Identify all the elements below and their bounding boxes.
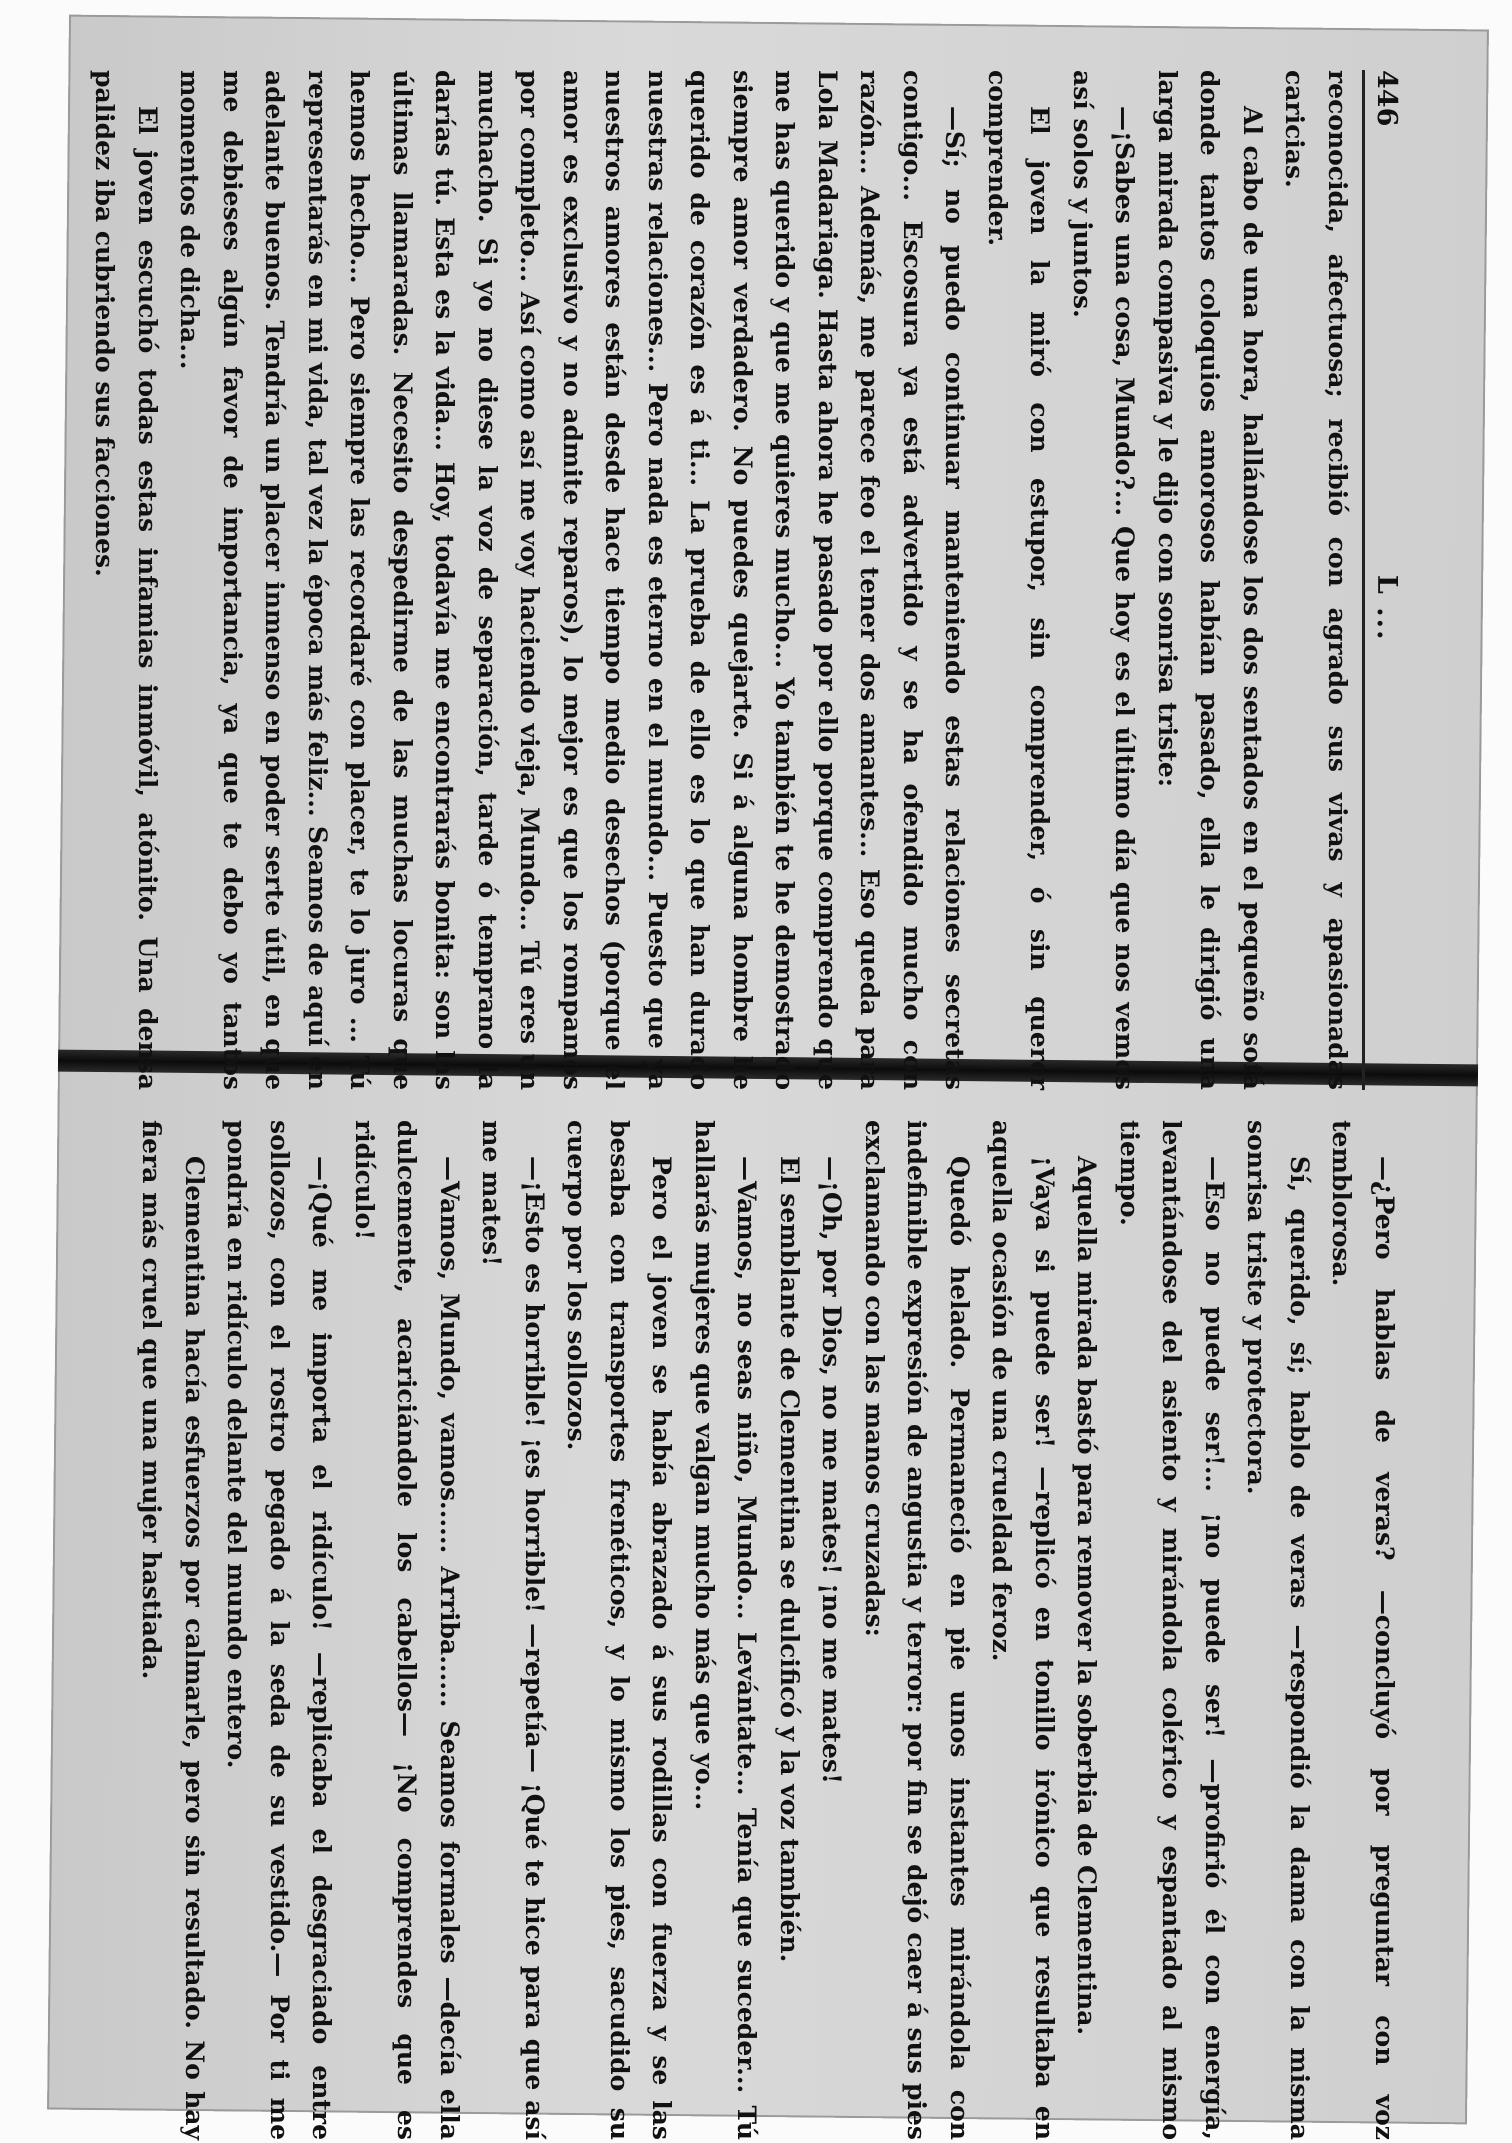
paragraph: Clementina hacía esfuerzos por calmarle, pero sin resultado. No hay fiera más cruel que una mujer hastiada. (137, 1120, 209, 2140)
paragraph: —Eso no puede ser!... ¡no puede ser! —profirió él con energía, levantándose del asiento y mirándola colérico y espantado al mismo tiempo. (1115, 1120, 1229, 2140)
paragraph: El semblante de Clementina se dulcificó y la voz también. (775, 1156, 804, 1963)
paragraph: ¡Vaya si puede ser! —replicó en tonillo irónico que resultaba en aquella ocasión de una crueldad feroz. (987, 1120, 1059, 2140)
paragraph: —¡Qué me importa el ridículo! —replicaba el desgraciado entre sollozos, con el rostro pegado á la seda de su vestido.— Por ti me pondría en ridículo delante del mundo entero. (222, 1120, 337, 2140)
paragraph: Al cabo de una hora, hallándose los dos sentados en el pequeño sofá donde tantos coloquios amorosos habían pasado, ella le dirigió una larga mirada compasiva y le dijo con sonrisa triste: (1153, 70, 1267, 1090)
paragraph: Sí, querido, sí; hablo de veras —respondió la dama con la misma sonrisa triste y protectora. (1242, 1120, 1314, 2140)
page-number: 446 (1371, 70, 1403, 127)
paragraph: —¡Esto es horrible! ¡es horrible! —repetía— ¡Qué te hice para que así me mates! (477, 1120, 549, 2140)
paragraph: —¡Oh, por Dios, no me mates! ¡no me mates! (817, 1156, 847, 1784)
paragraph: Quedó helado. Permaneció en pie unos instantes mirándola con indefinible expresión de angustia y terror: por fin se dejó caer á sus pies exclamando con las manos cruzadas: (860, 1120, 974, 2140)
paragraph: —Vamos, Mundo, vamos...... Arriba...... Seamos formales —decía ella dulcemente, acariciándole los cabellos— ¡No comprendes que es ridículo! (350, 1120, 464, 2140)
paragraph: Aquella mirada bastó para remover la soberbia de Clementina. (1072, 1156, 1102, 2036)
paragraph: —Sí; no puedo continuar manteniendo estas relaciones secretas contigo... Escosura ya está advertido y se ha ofendido mucho con razón... Además, me parece feo el tener dos amantes... Eso queda para Lola Madariaga. Hasta ahora he pasado por ello porque comprendo que me has querido y que me quieres mucho... Yo también te he demostrado siempre amor verdadero. No puedes quejarte. Si á alguna hombre he querido de corazón es á ti... La prueba de ello es lo que han durado nuestras relaciones... Pero nada es eterno en el mundo... Puesto que ya nuestros amores están desde hace tiempo medio desechos (porque el amor es exclusivo y no admite reparos), lo mejor es que los rompamos por completo... Así como así me voy haciendo vieja, Mundo... Tú eres un muchacho. Si yo no diese la voz de separación, tarde ó temprano la darías tú. Esta es la vida... Hoy, todavía me encontrarás bonita: son las últimas llamaradas. Necesito despedirme de las muchas locuras que hemos hecho... Pero siempre las recordaré con placer, te lo juro ... Tú representarás en mi vida, tal vez la época más feliz... Seamos de aquí en adelante buenos. Tendría un placer inmenso en poder serte útil, en que me debieses algún favor de importancia, ya que te debo yo tantos momentos de dicha... (175, 70, 970, 1090)
top-page (83, 70, 1405, 1090)
paragraph: El joven escuchó todas estas infamias inmóvil, atónito. Una densa palidez iba cubriendo sus facciones. (90, 70, 162, 1090)
running-head (1362, 70, 1405, 1090)
paragraph: —¡Sabes una cosa, Mundo?... Que hoy es el último día que nos vemos así solos y juntos. (1068, 70, 1140, 1090)
paragraph: Pero el joven se había abrazado á sus rodillas con fuerza y se las besaba con transportes frenéticos, y lo mismo los pies, sacudido su cuerpo por los sollozos. (562, 1120, 677, 2140)
running-title: L ... (1371, 574, 1403, 642)
bottom-page (130, 1120, 1405, 2140)
paragraph: El joven la miró con estupor, sin comprender, ó sin querer comprender. (983, 70, 1055, 1090)
paragraph: —¿Pero hablas de veras? —concluyó por preguntar con voz temblorosa. (1327, 1120, 1399, 2140)
paragraph: —Vamos, no seas niño, Mundo... Levántate... Tenía que suceder... Tú hallarás mujeres que valgan mucho más que yo... (690, 1120, 762, 2140)
paragraph: reconocida, afectuosa; recibió con agrado sus vivas y apasionadas caricias. (1280, 70, 1352, 1090)
